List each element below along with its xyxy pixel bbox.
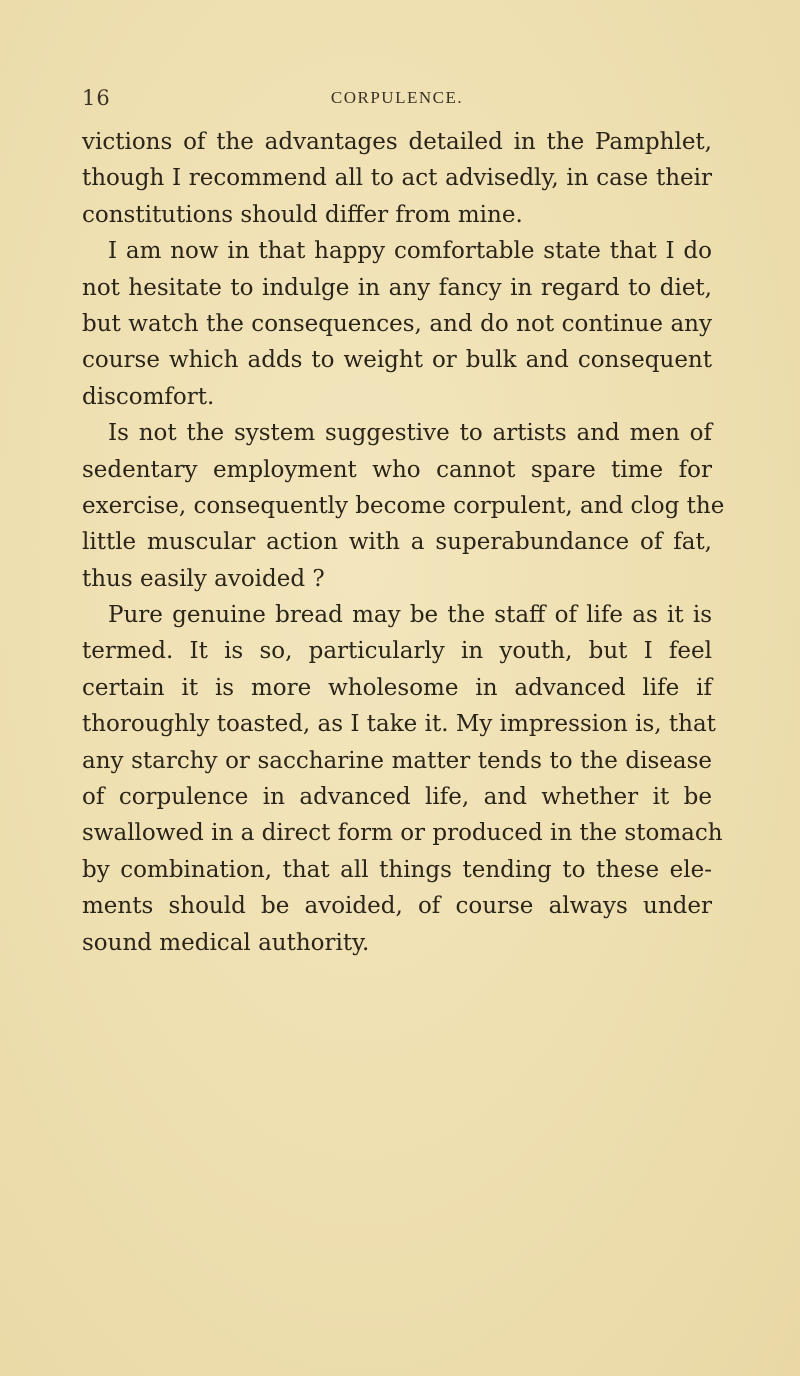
text-line: but watch the consequences, and do not continue any (82, 310, 712, 337)
text-line: Pure genuine bread may be the staff of life as it is (108, 602, 712, 629)
text-line: termed. It is so, particularly in youth, but I feel (82, 638, 712, 665)
text-line: ments should be avoided, of course always under (82, 893, 712, 920)
text-line: any starchy or saccharine matter tends to the disease (82, 747, 712, 774)
running-head (82, 86, 712, 116)
text-line: victions of the advantages detailed in the Pamphlet, (82, 129, 712, 155)
page-number: 16 (82, 86, 111, 110)
text-line: constitutions should differ from mine. (82, 201, 523, 228)
text-line: course which adds to weight or bulk and consequent (82, 347, 712, 374)
running-title: CORPULENCE. (330, 88, 464, 107)
text-line: not hesitate to indulge in any fancy in regard to diet, (82, 274, 712, 301)
text-line: by combination, that all things tending to these ele- (82, 856, 712, 883)
text-line: though I recommend all to act advisedly, in case their (82, 165, 712, 192)
body-text (82, 124, 725, 961)
text-line: Is not the system suggestive to artists and men of (108, 420, 712, 447)
text-line: swallowed in a direct form or produced in the stomach (82, 820, 723, 847)
text-line: sound medical authority. (82, 929, 370, 956)
text-line: thus easily avoided ? (82, 565, 325, 592)
text-line: sedentary employment who cannot spare time for (82, 456, 712, 483)
text-line: little muscular action with a superabundance of fat, (82, 529, 712, 556)
text-line: thoroughly toasted, as I take it. My impression is, that (82, 711, 716, 738)
text-line: of corpulence in advanced life, and whether it be (82, 784, 712, 811)
text-line: discomfort. (82, 383, 215, 410)
text-line: certain it is more wholesome in advanced life if (82, 674, 712, 701)
text-line: exercise, consequently become corpulent, and clog the (82, 492, 725, 519)
text-line: I am now in that happy comfortable state that I do (108, 238, 712, 265)
